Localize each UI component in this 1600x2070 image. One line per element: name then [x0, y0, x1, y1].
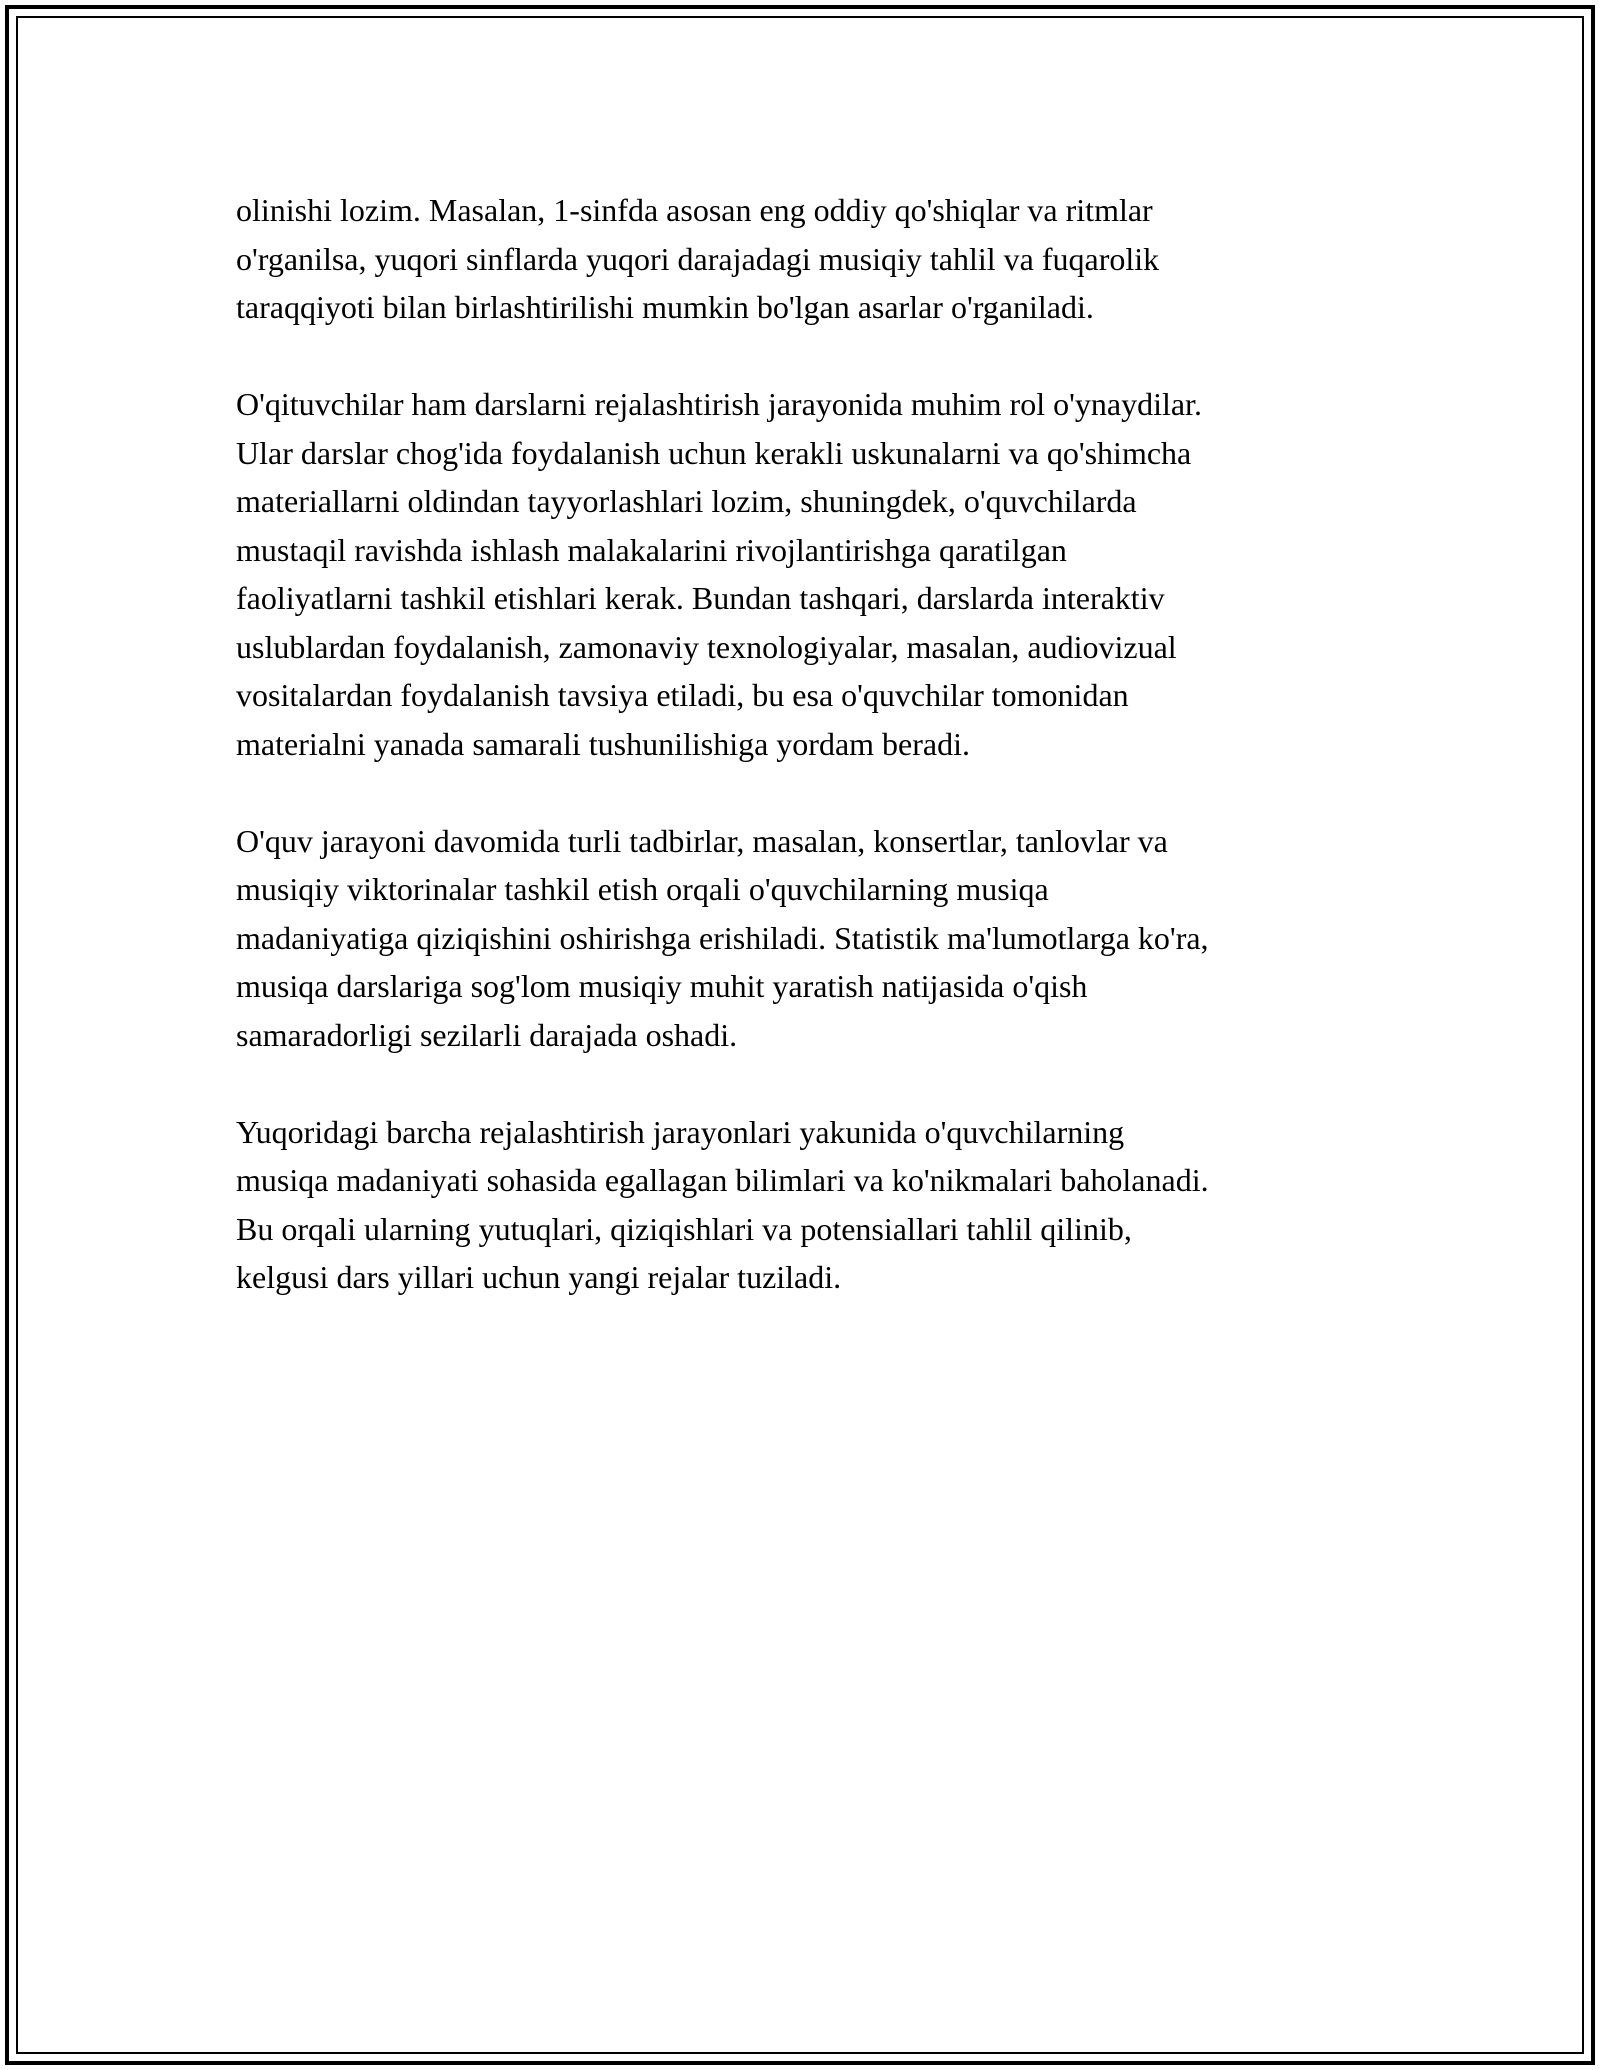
document-body: [236, 186, 1364, 1350]
text-line: musiqa darslariga sog'lom musiqiy muhit yaratish natijasida o'qish: [236, 968, 1088, 1004]
paragraph-1: [236, 186, 1364, 332]
text-line: vositalardan foydalanish tavsiya etiladi, bu esa o'quvchilar tomonidan: [236, 677, 1129, 713]
text-line: kelgusi dars yillari uchun yangi rejalar tuziladi.: [236, 1259, 842, 1295]
text-line: O'qituvchilar ham darslarni rejalashtirish jarayonida muhim rol o'ynaydilar.: [236, 386, 1202, 422]
text-line: materiallarni oldindan tayyorlashlari lozim, shuningdek, o'quvchilarda: [236, 483, 1137, 519]
text-line: samaradorligi sezilarli darajada oshadi.: [236, 1016, 738, 1053]
text-line: mustaqil ravishda ishlash malakalarini rivojlantirishga qaratilgan: [236, 531, 1067, 568]
text-line: Yuqoridagi barcha rejalashtirish jarayonlari yakunida o'quvchilarning: [236, 1113, 1125, 1150]
text-line: madaniyatiga qiziqishini oshirishga erishiladi. Statistik ma'lumotlarga ko'ra,: [236, 919, 1209, 956]
paragraph-2: [236, 380, 1364, 768]
paragraph-4: [236, 1108, 1364, 1302]
text-line: o'rganilsa, yuqori sinflarda yuqori darajadagi musiqiy tahlil va fuqarolik: [236, 240, 1160, 277]
text-line: uslublardan foydalanish, zamonaviy texnologiyalar, masalan, audiovizual: [236, 628, 1177, 665]
text-line: Ular darslar chog'ida foydalanish uchun kerakli uskunalarni va qo'shimcha: [236, 434, 1192, 471]
text-line: taraqqiyoti bilan birlashtirilishi mumkin bo'lgan asarlar o'rganiladi.: [236, 289, 1094, 325]
text-line: musiqiy viktorinalar tashkil etish orqali o'quvchilarning musiqa: [236, 871, 1049, 907]
text-line: faoliyatlarni tashkil etishlari kerak. Bundan tashqari, darslarda interaktiv: [236, 580, 1165, 616]
paragraph-3: [236, 817, 1364, 1060]
text-line: materialni yanada samarali tushunilishiga yordam beradi.: [236, 725, 970, 762]
text-line: O'quv jarayoni davomida turli tadbirlar, masalan, konsertlar, tanlovlar va: [236, 822, 1168, 859]
text-line: Bu orqali ularning yutuqlari, qiziqishlari va potensiallari tahlil qilinib,: [236, 1210, 1132, 1247]
text-line: musiqa madaniyati sohasida egallagan bilimlari va ko'nikmalari baholanadi.: [236, 1162, 1209, 1198]
text-line: olinishi lozim. Masalan, 1-sinfda asosan eng oddiy qo'shiqlar va ritmlar: [236, 192, 1153, 228]
